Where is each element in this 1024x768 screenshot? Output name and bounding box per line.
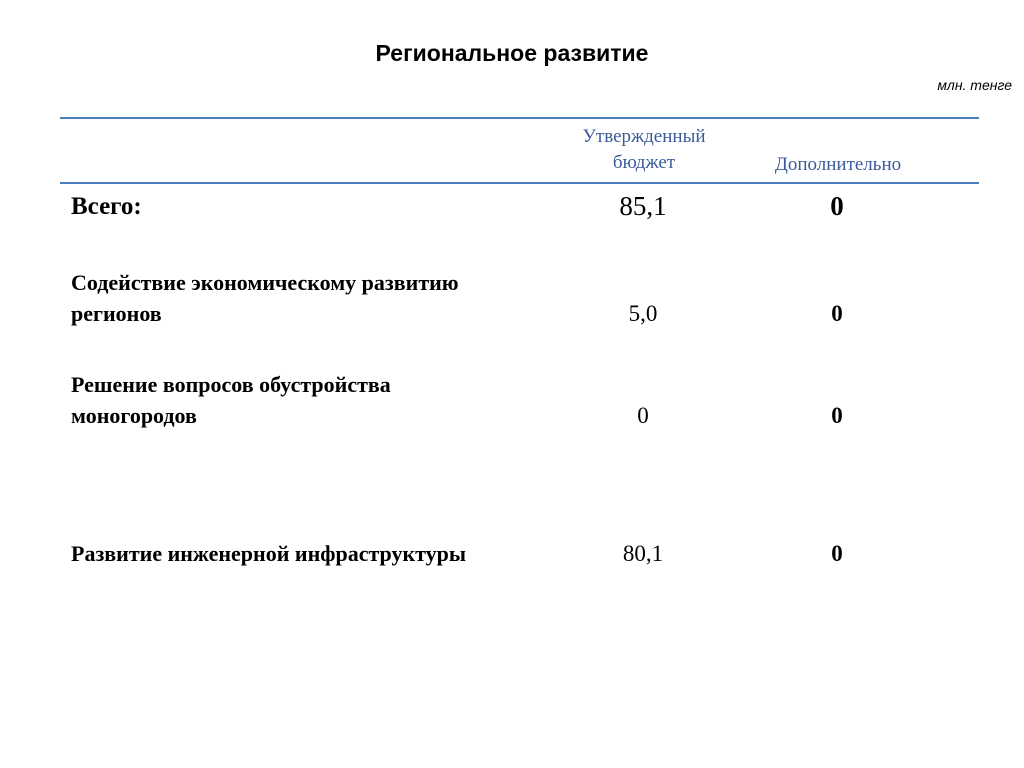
total-row-approved: 85,1: [619, 191, 667, 221]
row-label-line1: Содействие экономическому развитию: [71, 270, 459, 295]
row-label-line2: регионов: [71, 301, 162, 326]
column-header-approved-line2: бюджет: [612, 152, 676, 173]
table-row-label: [71, 369, 551, 431]
page-title: Региональное развитие: [375, 40, 649, 66]
row-label-line1: Решение вопросов обустройства: [71, 372, 391, 397]
table-row-additional: 0: [831, 403, 843, 428]
table-header-divider: [60, 182, 979, 184]
table-row-approved: 5,0: [628, 301, 658, 326]
unit-label: млн. тенге: [937, 77, 1012, 93]
column-header-approved-line1: Утвержденный: [582, 126, 706, 147]
table-row-additional: 0: [831, 541, 843, 566]
total-row-additional: 0: [830, 191, 844, 221]
row-label-line2: моногородов: [71, 403, 197, 428]
table-row-label: [71, 267, 551, 329]
total-row-label: Всего:: [71, 193, 142, 220]
table-row-label: Развитие инженерной инфраструктуры: [71, 541, 467, 566]
table-row-approved: 0: [637, 403, 649, 428]
table-row-approved: 80,1: [622, 541, 664, 566]
column-header-approved-budget: [553, 124, 735, 176]
column-header-additional: Дополнительно: [774, 154, 902, 175]
table-row-additional: 0: [831, 301, 843, 326]
table-top-divider: [60, 117, 979, 119]
